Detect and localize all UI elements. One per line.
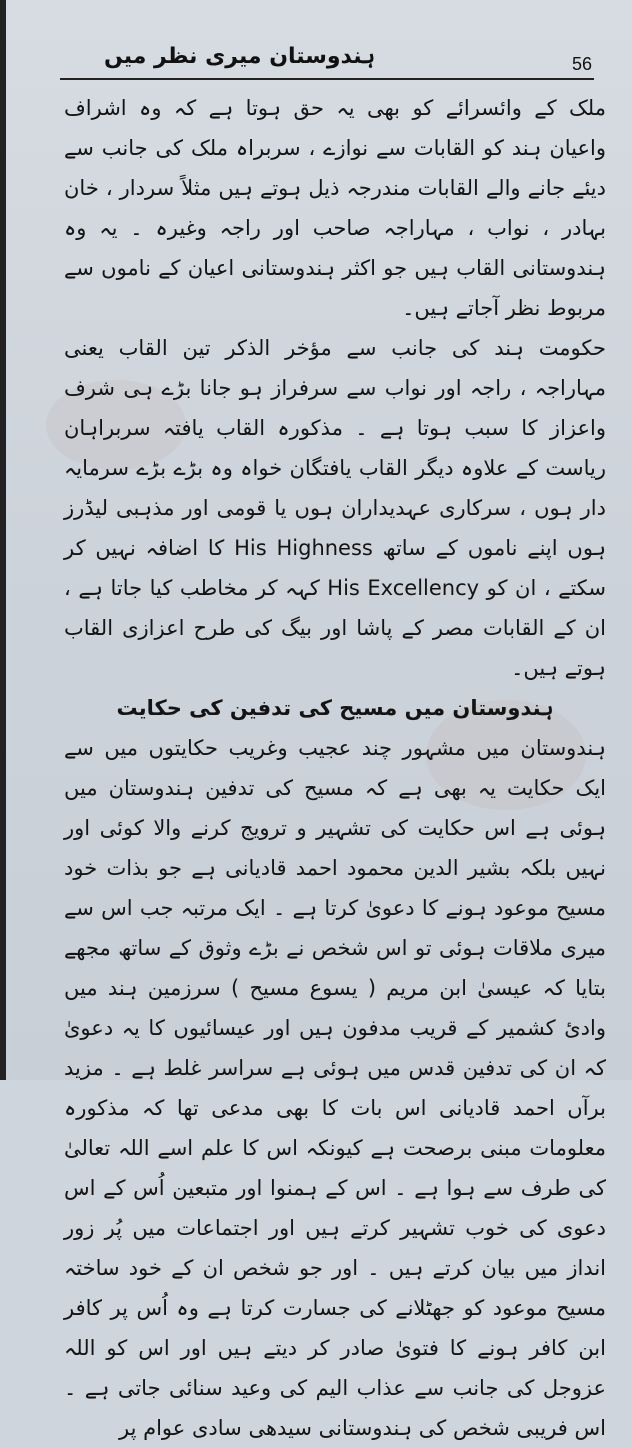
header-rule [60, 78, 594, 80]
section-heading: ہندوستان میں مسیح کی تدفین کی حکایت [116, 696, 554, 720]
paragraph: ملک کے وائسرائے کو بھی یہ حق ہوتا ہے کہ وہ اشراف واعیان ہند کو القابات سے نوازے ، سربراہ ملک کی جانب سے دیئے جانے والے القابات مندرجہ ذیل ہوتے ہیں مثلاً سردار ، خان بہادر ، نواب ، مہاراجہ صاحب اور راجہ وغیرہ ۔ یہ وہ ہندوستانی القاب ہیں جو اکثر ہندوستانی اعیان کے ناموں سے مربوط نظر آجاتے ہیں۔ [64, 96, 606, 320]
page-number: 56 [571, 54, 592, 74]
paragraph: حکومت ہند کی جانب سے مؤخر الذکر تین القاب یعنی مہاراجہ ، راجہ اور نواب سے سرفراز ہو جانا بڑے ہی شرف واعزاز کا سبب ہوتا ہے ۔ مذکورہ القاب یافتہ سربراہان ریاست کے علاوہ دیگر القاب یافتگان خواہ وہ بڑے بڑے سرمایہ دار ہوں ، سرکاری عہدیداران ہوں یا قومی اور مذہبی لیڈرز ہوں اپنے ناموں کے ساتھ His Highness کا اضافہ نہیں کر سکتے ، ان کو His Excellency کہہ کر مخاطب کیا جاتا ہے ، ان کے القابات مصر کے پاشا اور بیگ کی طرح اعزازی القاب ہوتے ہیں۔ [64, 336, 606, 680]
page-body [64, 88, 606, 1448]
page-header [34, 38, 604, 78]
paragraph: ہندوستان میں مشہور چند عجیب وغریب حکایتوں میں سے ایک حکایت یہ بھی ہے کہ مسیح کی تدفین ہندوستان میں ہوئی ہے اس حکایت کی تشہیر و ترویج کرنے والا کوئی اور نہیں بلکہ بشیر الدین محمود احمد قادیانی ہے جو بذات خود مسیح موعود ہونے کا دعویٰ کرتا ہے ۔ ایک مرتبہ جب اس سے میری ملاقات ہوئی تو اس شخص نے بڑے وثوق کے ساتھ مجھے بتایا کہ عیسیٰ ابن مریم ( یسوع مسیح ) سرزمین ہند میں وادیٔ کشمیر کے قریب مدفون ہیں اور عیسائیوں کا یہ دعویٰ کہ ان کی تدفین قدس میں ہوئی ہے سراسر غلط ہے ۔ مزید برآں احمد قادیانی اس بات کا بھی مدعی تھا کہ مذکورہ معلومات مبنی برصحت ہے کیونکہ اس کا علم اسے اللہ تعالیٰ کی طرف سے ہوا ہے ۔ اس کے ہمنوا اور متبعین اُس کے اس دعوی کی خوب تشہیر کرتے ہیں اور اجتماعات میں پُر زور انداز میں بیان کرتے ہیں ۔ اور جو شخص ان کے خود ساختہ مسیح موعود کو جھٹلانے کی جسارت کرتا ہے وہ اُس پر کافر ابن کافر ہونے کا فتویٰ صادر کر دیتے ہیں اور اس کو اللہ عزوجل کی جانب سے عذاب الیم کی وعید سنائی جاتی ہے ۔ اس فریبی شخص کی ہندوستانی سیدھی سادی عوام پر [64, 736, 606, 1440]
running-title: ہندوستان میری نظر میں [104, 44, 376, 69]
